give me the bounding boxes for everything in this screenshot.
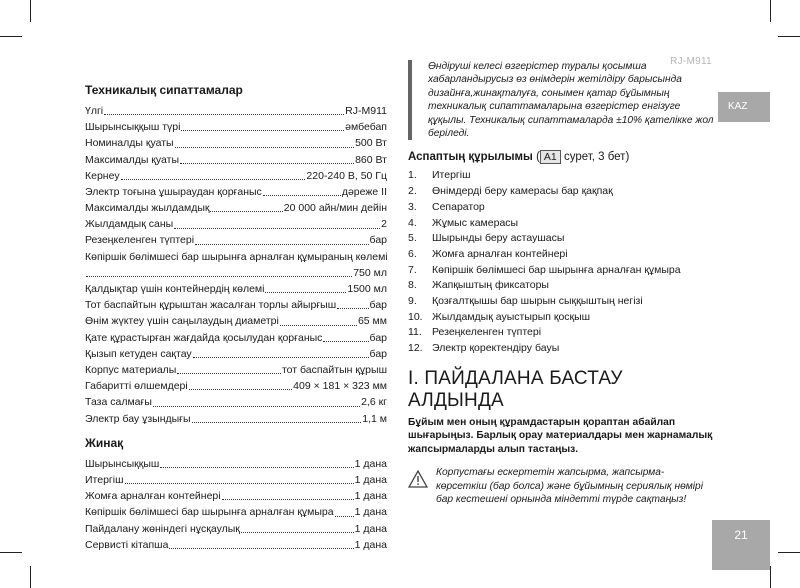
- spec-row-value: бар: [369, 299, 387, 312]
- part-label: Жылдамдық ауыстырып қосқыш: [432, 310, 591, 323]
- spec-row: [85, 362, 387, 378]
- dot-leader: [195, 244, 368, 245]
- spec-row-value: 2: [381, 218, 387, 231]
- part-label: Көпіршік бөлімшесі бар шырынға арналған құмыра: [432, 263, 681, 276]
- crop-mark: [778, 36, 800, 37]
- spec-row-value: бар: [369, 331, 387, 344]
- spec-row-label: Номиналды қуаты: [85, 137, 174, 150]
- dot-leader: [175, 147, 355, 148]
- part-item: [408, 247, 714, 263]
- dot-leader: [189, 389, 292, 390]
- spec-row: [85, 168, 387, 184]
- part-number: 2.: [408, 185, 417, 198]
- spec-row-value: дәреже II: [341, 185, 387, 198]
- spec-row-value: 20 000 айн/мин дейін: [283, 202, 387, 215]
- spec-row-value: 860 Вт: [355, 153, 387, 166]
- spec-row: [85, 346, 387, 362]
- model-header: RJ-M911: [670, 56, 712, 67]
- kit-row-label: Пайдалану жөніндегі нұсқаулық: [85, 522, 240, 535]
- part-label: Итергіш: [432, 169, 471, 182]
- spec-row: [85, 119, 387, 135]
- right-column: [408, 60, 714, 506]
- dot-leader: [153, 406, 360, 407]
- kit-list: [85, 456, 387, 553]
- figure-ref-open: (: [532, 151, 540, 164]
- crop-mark: [0, 36, 22, 37]
- spec-row-label: Таза салмағы: [85, 396, 152, 409]
- spec-row-label: Үлгі: [85, 104, 104, 117]
- figure-ref-close: сурет, 3 бет): [560, 151, 630, 164]
- spec-row-label: Электр бау ұзындығы: [85, 412, 191, 425]
- spec-row: [85, 200, 387, 216]
- part-label: Жұмыс камерасы: [432, 216, 519, 229]
- spec-row: [85, 216, 387, 232]
- spec-row-value: 2,6 кг: [361, 396, 387, 409]
- part-label: Қозғалтқышы бар шырын сыққыштың негізі: [432, 295, 643, 308]
- dot-leader: [104, 114, 344, 115]
- kit-row-label: Шырынсыққыш: [85, 457, 160, 470]
- dot-leader: [280, 325, 357, 326]
- figure-ref-badge: А1: [540, 150, 561, 164]
- crop-mark: [30, 566, 31, 588]
- kit-row-label: Сервисті кітапша: [85, 538, 169, 551]
- spec-row: [85, 249, 387, 281]
- dot-leader: [241, 532, 354, 533]
- warning-triangle-icon: [408, 470, 436, 506]
- kit-row: [85, 488, 387, 504]
- crop-mark: [778, 552, 800, 553]
- part-number: 5.: [408, 232, 417, 245]
- dot-leader: [337, 308, 368, 309]
- part-item: [408, 216, 714, 232]
- dot-leader: [335, 516, 354, 517]
- language-tab: KAZ: [718, 92, 770, 122]
- left-column: [85, 83, 387, 553]
- part-item: [408, 263, 714, 279]
- spec-row: [85, 281, 387, 297]
- spec-row-value: бар: [369, 234, 387, 247]
- kit-row: [85, 537, 387, 553]
- part-number: 8.: [408, 279, 417, 292]
- spec-row: [85, 330, 387, 346]
- spec-row-label: Жылдамдық саны: [85, 218, 174, 231]
- spec-row-label: Габаритті өлшемдері: [85, 380, 188, 393]
- spec-row-value: 220-240 В, 50 Гц: [306, 169, 387, 182]
- spec-row-value: 1,1 м: [362, 412, 387, 425]
- spec-row: [85, 313, 387, 329]
- dot-leader: [180, 163, 354, 164]
- spec-row-label: Шырынсыққыш түрі: [85, 121, 181, 134]
- dot-leader: [121, 179, 306, 180]
- part-number: 3.: [408, 200, 417, 213]
- spec-row-value: тот баспайтын құрыш: [281, 364, 387, 377]
- kit-title: Жинақ: [85, 435, 124, 450]
- part-label: Жомға арналған контейнері: [432, 247, 568, 260]
- spec-row-label: Тот баспайтын құрыштан жасалған торлы айырғыш: [85, 299, 337, 312]
- device-structure-title: Аспаптың құрылымы: [408, 151, 533, 164]
- crop-mark: [30, 0, 31, 22]
- part-label: Жапқыштың фиксаторы: [432, 279, 549, 292]
- part-label: Сепаратор: [432, 200, 485, 213]
- dot-leader: [169, 548, 353, 549]
- spec-row: [85, 297, 387, 313]
- kit-row-label: Итергіш: [85, 473, 124, 486]
- kit-row-value: 1 дана: [354, 506, 387, 519]
- part-item: [408, 278, 714, 294]
- part-number: 7.: [408, 263, 417, 276]
- dot-leader: [193, 357, 369, 358]
- dot-leader: [192, 422, 362, 423]
- kit-row: [85, 456, 387, 472]
- part-item: [408, 341, 714, 357]
- spec-row-label: Өнім жүктеу үшін саңылаудың диаметрі: [85, 315, 279, 328]
- part-number: 12.: [408, 342, 423, 355]
- dot-leader: [125, 483, 354, 484]
- page-number: 21: [712, 520, 770, 570]
- part-number: 6.: [408, 247, 417, 260]
- dot-leader: [181, 130, 344, 131]
- dot-leader: [263, 195, 341, 196]
- kit-row-label: Жомға арналған контейнері: [85, 490, 221, 503]
- dot-leader: [174, 228, 380, 229]
- warning-text: Корпустағы ескертетін жапсырма, жапсырма-көрсеткіш (бар болса) және бұйымның сериялық нөмірі бар кестешені орнында міндетті түрде сақтаңыз!: [436, 467, 703, 505]
- kit-row: [85, 521, 387, 537]
- part-number: 11.: [408, 326, 422, 339]
- specs-title: Техникалық сипаттамалар: [85, 83, 243, 97]
- spec-row: [85, 103, 387, 119]
- spec-row-value: RJ-M911: [345, 104, 387, 117]
- kit-row-label: Көпіршік бөлімшесі бар шырынға арналған құмыра: [85, 506, 334, 519]
- device-structure-heading: [408, 150, 714, 164]
- dot-leader: [323, 341, 368, 342]
- part-label: Шырынды беру астаушасы: [432, 232, 565, 245]
- part-item: [408, 310, 714, 326]
- spec-row-value: 500 Вт: [355, 137, 387, 150]
- part-item: [408, 184, 714, 200]
- kit-row-value: 1 дана: [354, 457, 387, 470]
- part-label: Электр қоректендіру бауы: [432, 342, 560, 355]
- kit-row-value: 1 дана: [354, 538, 387, 551]
- part-item: [408, 325, 714, 341]
- kit-row: [85, 472, 387, 488]
- spec-row-label: Максималды қуаты: [85, 153, 179, 166]
- dot-leader: [160, 467, 353, 468]
- spec-row-label: Қалдықтар үшін контейнердің көлемі: [85, 283, 265, 296]
- part-number: 1.: [408, 169, 417, 182]
- part-number: 4.: [408, 216, 417, 229]
- part-item: [408, 200, 714, 216]
- manufacturer-note: Өндіруші келесі өзгерістер туралы қосымша хабарландырусыз өз өнімдерін жетілдіру барысында дизайнға,жинақталуға, сонымен қатар бұйымның техникалық сипаттамаларына өзгерістер енгізуге құқылы. Техникалық сипаттамаларда ±10% қателікке жол беріледі.: [408, 60, 714, 140]
- spec-row: [85, 135, 387, 151]
- spec-row-value: 65 мм: [357, 315, 387, 328]
- spec-row: [85, 233, 387, 249]
- spec-row-label: Корпус материалы: [85, 364, 177, 377]
- crop-mark: [770, 566, 771, 588]
- kit-row-value: 1 дана: [354, 490, 387, 503]
- spec-row-value: 409 × 181 × 323 мм: [293, 380, 387, 393]
- kit-row-value: 1 дана: [354, 473, 387, 486]
- spec-row-value: 1500 мл: [347, 283, 387, 296]
- spec-row-label: Көпіршік бөлімшесі бар шырынға арналған құмыраның көлемі: [85, 250, 388, 263]
- spec-row-label: Максималды жылдамдық: [85, 202, 210, 215]
- section-title: I. ПАЙДАЛАНА БАСТАУ АЛДЫНДА: [408, 367, 623, 411]
- part-label: Өнімдерді беру камерасы бар қақпақ: [432, 185, 613, 198]
- part-item: [408, 168, 714, 184]
- spec-row-value: әмбебап: [345, 121, 387, 134]
- spec-row-label: Электр тоғына ұшыраудан қорғаныс: [85, 185, 262, 198]
- kit-row-value: 1 дана: [354, 522, 387, 535]
- spec-row: [85, 184, 387, 200]
- dot-leader: [210, 211, 282, 212]
- specs-list: [85, 103, 387, 427]
- part-number: 9.: [408, 295, 417, 308]
- kit-row: [85, 504, 387, 520]
- spec-row-label: Резеңкеленген түптері: [85, 234, 195, 247]
- part-item: [408, 294, 714, 310]
- spec-row: [85, 378, 387, 394]
- crop-mark: [0, 552, 22, 553]
- spec-row: [85, 411, 387, 427]
- spec-row: [85, 394, 387, 410]
- dot-leader: [222, 499, 354, 500]
- crop-mark: [770, 0, 771, 22]
- unpack-paragraph: Бұйым мен оның құрамдастарын қораптан абайлап шығарыңыз. Барлық орау материалдары мен жарнамалық жапсырмаларды алып тастаңыз.: [408, 416, 713, 455]
- dot-leader: [265, 292, 346, 293]
- parts-list: [408, 168, 714, 356]
- spec-row: [85, 152, 387, 168]
- part-label: Резеңкеленген түптері: [432, 326, 542, 339]
- dot-leader: [86, 276, 352, 277]
- part-item: [408, 231, 714, 247]
- warning-block: [408, 466, 714, 506]
- spec-row-label: Қате құрастырған жағдайда қосылудан қорғаныс: [85, 331, 323, 344]
- spec-row-label: Кернеу: [85, 169, 120, 182]
- part-number: 10.: [408, 310, 423, 323]
- dot-leader: [177, 373, 281, 374]
- spec-row-value: 750 мл: [353, 266, 387, 279]
- spec-row-label: Қызып кетуден сақтау: [85, 347, 192, 360]
- spec-row-value: бар: [369, 347, 387, 360]
